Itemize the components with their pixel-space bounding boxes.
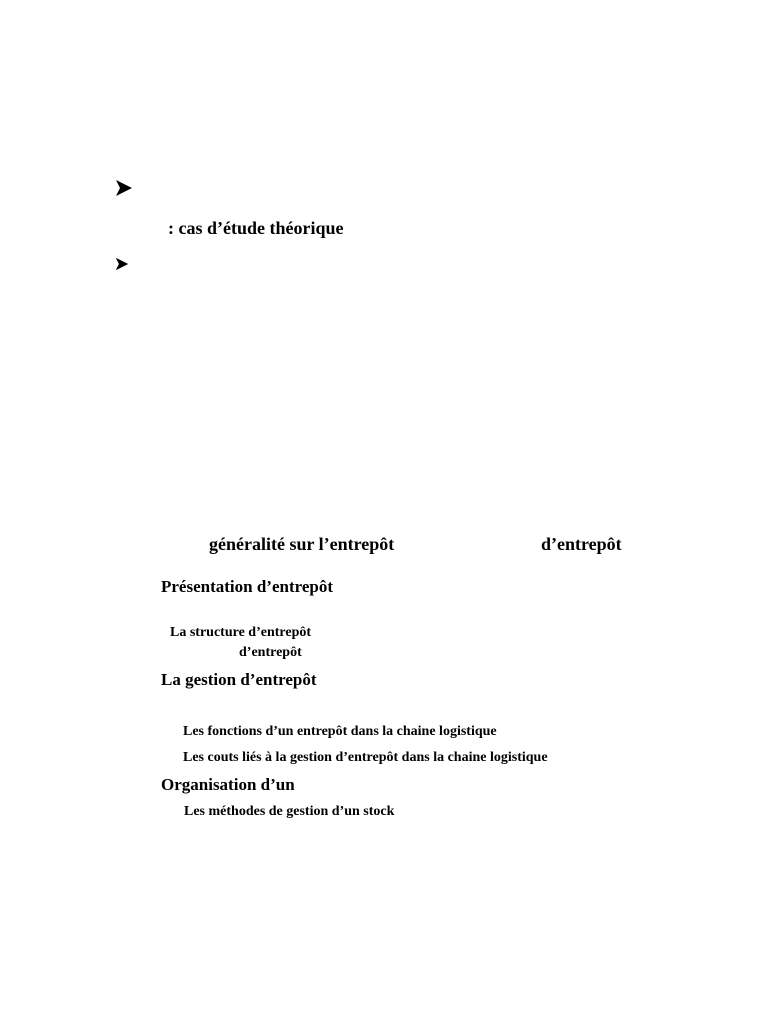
subsection-item: Les méthodes de gestion d’un stock [184, 804, 395, 819]
arrow-bullet-icon [115, 179, 133, 197]
subsection-item: d’entrepôt [239, 645, 302, 660]
section-heading: Présentation d’entrepôt [161, 577, 334, 596]
case-study-line: : cas d’étude théorique [168, 218, 344, 238]
subsection-item: Les couts liés à la gestion d’entrepôt dans la chaine logistique [183, 750, 548, 765]
chapter-title-right: d’entrepôt [541, 534, 622, 554]
chapter-title-left: généralité sur l’entrepôt [209, 534, 395, 554]
subsection-item: Les fonctions d’un entrepôt dans la chaine logistique [183, 724, 497, 739]
subsection-item: La structure d’entrepôt [170, 625, 312, 640]
section-heading: Organisation d’un [161, 775, 295, 794]
section-heading: La gestion d’entrepôt [161, 670, 317, 689]
arrow-bullet-icon [115, 257, 129, 271]
